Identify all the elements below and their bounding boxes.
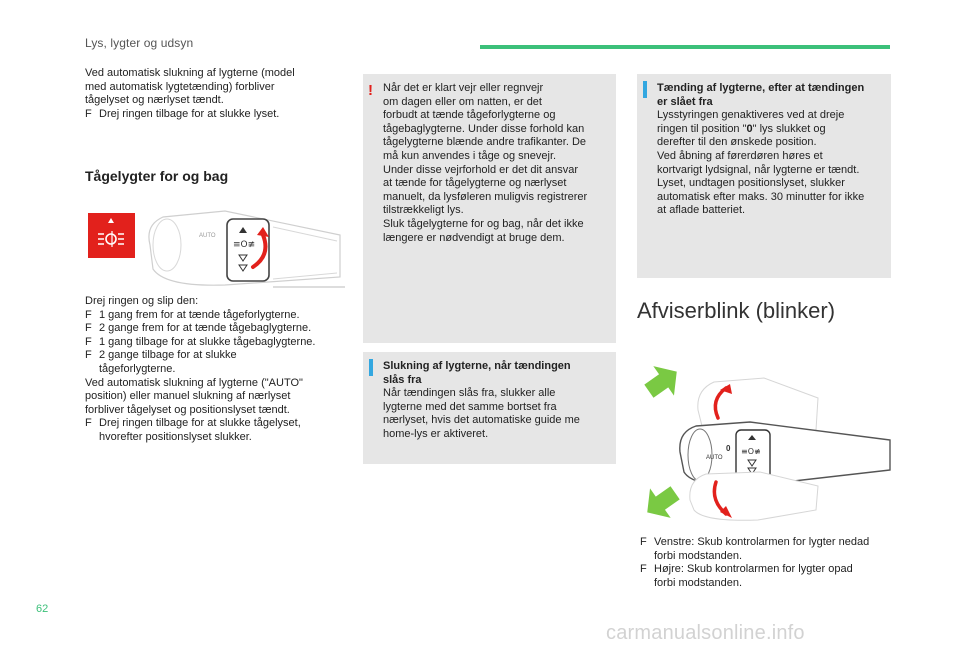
- info-box-ignition-off: [363, 352, 616, 464]
- info-title: er slået fra: [657, 95, 713, 108]
- warning-line: tågelygterne blænde andre trafikanter. De: [383, 136, 587, 149]
- info-title: slås fra: [383, 373, 422, 386]
- warning-line: om dagen eller om natten, er det: [383, 95, 542, 108]
- last-bullet-continuation: [85, 431, 360, 445]
- indicator-auto-label: AUTO: [706, 455, 723, 461]
- bullet-mark: F: [640, 536, 647, 548]
- instructions-intro: Drej ringen og slip den:: [85, 295, 199, 307]
- info-line: automatisk efter maks. 30 minutter for ikke: [657, 190, 865, 203]
- svg-text:≡O≢: ≡O≢: [741, 447, 761, 456]
- info-line: Ved åbning af førerdøren høres et: [657, 149, 823, 162]
- info-line: kortvarigt lydsignal, når lygterne er tændt.: [657, 163, 860, 176]
- info-line: lygterne med det samme bortset fra: [383, 400, 557, 413]
- info-line: Lyset, undtagen positionslyset, slukker: [657, 177, 845, 190]
- header-accent-bar: [480, 45, 890, 49]
- warning-line: manuelt, da lysføleren muligvis registrerer: [383, 190, 588, 203]
- indicator-bullet-text: Venstre: Skub kontrolarmen for lygter nedad: [654, 536, 870, 548]
- last-bullet: [85, 417, 360, 431]
- instruction-bullet: [85, 322, 360, 336]
- info-title: Tænding af lygterne, efter at tændingen: [657, 82, 865, 94]
- warning-icon: !: [368, 82, 373, 99]
- instruction-bullet: [85, 309, 360, 323]
- last-bullet-text: hvorefter positionslyset slukker.: [99, 430, 252, 443]
- fog-instructions: [85, 295, 360, 445]
- indicator-bullet-continuation: [640, 550, 895, 564]
- info-line: at aflade batteriet.: [657, 204, 746, 217]
- instruction-bullet: [85, 336, 360, 350]
- info-box-lights-after-ignition: [637, 74, 891, 278]
- warning-line: Sluk tågelygterne for og bag, når det ikke: [383, 217, 584, 230]
- instruction-bullet: [85, 349, 360, 363]
- info-icon: [643, 81, 647, 98]
- intro-bullet-text: Drej ringen tilbage for at slukke lyset.: [99, 107, 280, 120]
- indicator-zero-label: 0: [726, 444, 731, 453]
- section-title: Lys, lygter og udsyn: [85, 36, 194, 50]
- bullet-mark: F: [85, 349, 92, 362]
- info-line: Når tændingen slås fra, slukker alle: [383, 387, 556, 400]
- bullet-mark: F: [85, 417, 92, 430]
- warning-line: tilstrækkeligt lys.: [383, 204, 464, 217]
- instruction-text: 2 gange frem for at tænde tågebaglygterne.: [99, 322, 312, 335]
- indicator-stalk-illustration: [640, 360, 892, 525]
- warning-line: Under disse vejrforhold er det dit ansvar: [383, 163, 579, 176]
- indicator-bullet-left: [640, 536, 895, 550]
- after-line: forbliver tågelyset og positionslyset tændt.: [85, 403, 290, 416]
- page-number: 62: [36, 603, 49, 615]
- indicator-bullet-text: Højre: Skub kontrolarmen for lygter opad: [654, 563, 853, 576]
- intro-text: [85, 67, 355, 121]
- instruction-text: tågeforlygterne.: [99, 362, 176, 375]
- info-line: home-lys er aktiveret.: [383, 427, 489, 440]
- svg-text:≡O≢: ≡O≢: [233, 240, 256, 250]
- intro-line: med automatisk lygtetænding) forbliver: [85, 80, 275, 93]
- last-bullet-text: Drej ringen tilbage for at slukke tågelyset,: [99, 417, 301, 430]
- warning-line: tågebaglygterne. Under disse forhold kan: [383, 122, 585, 135]
- position-text: " lys slukket og: [752, 122, 826, 135]
- info-line: Lysstyringen genaktiveres ved at dreje: [657, 109, 845, 122]
- intro-bullet: [85, 108, 355, 122]
- watermark: carmanualsonline.info: [606, 622, 805, 644]
- warning-line: forbudt at tænde tågeforlygterne og: [383, 109, 556, 122]
- bullet-mark: F: [85, 322, 92, 335]
- instruction-text: 1 gang tilbage for at slukke tågebaglygterne.: [99, 335, 316, 348]
- warning-line: at tænde for tågelygterne og nærlyset: [383, 177, 567, 190]
- bullet-mark: F: [85, 335, 92, 348]
- position-zero: 0: [746, 122, 753, 135]
- info-line: derefter til den ønskede position.: [657, 136, 817, 149]
- warning-box: [363, 74, 616, 343]
- bullet-mark: F: [640, 563, 647, 576]
- info-icon: [369, 359, 373, 376]
- info-line-position: [657, 123, 885, 137]
- info-line: nærlyset, hvis det automatiske guide me: [383, 414, 580, 427]
- fog-lights-heading: Tågelygter for og bag: [85, 168, 229, 184]
- indicator-bullet-continuation: [640, 577, 895, 591]
- warning-line: længere er nødvendigt at bruge dem.: [383, 231, 565, 244]
- indicators-heading: Afviserblink (blinker): [637, 298, 836, 323]
- warning-line: må kun anvendes i tåge og snevejr.: [383, 149, 557, 162]
- indicator-bullet-text: forbi modstanden.: [654, 549, 743, 562]
- indicator-bullet-right: [640, 563, 895, 577]
- after-line: position) eller manuel slukning af nærlyset: [85, 390, 291, 403]
- position-text: ringen til position ": [657, 122, 747, 135]
- indicator-instructions: [640, 536, 895, 590]
- bullet-mark: F: [85, 308, 92, 321]
- indicator-bullet-text: forbi modstanden.: [654, 576, 743, 589]
- stalk-auto-label: AUTO: [199, 233, 216, 239]
- instruction-text: 2 gange tilbage for at slukke: [99, 349, 237, 362]
- fog-light-icon: [88, 213, 135, 258]
- warning-line: Når det er klart vejr eller regnvejr: [383, 82, 544, 94]
- intro-line: tågelyset og nærlyset tændt.: [85, 94, 224, 107]
- bullet-mark: F: [85, 107, 92, 120]
- instruction-bullet-continuation: [85, 363, 360, 377]
- after-line: Ved automatisk slukning af lygterne ("AUTO": [85, 376, 303, 389]
- intro-line: Ved automatisk slukning af lygterne (model: [85, 67, 295, 79]
- instruction-text: 1 gang frem for at tænde tågeforlygterne.: [99, 308, 300, 321]
- fog-light-stalk-illustration: [145, 207, 345, 292]
- info-title: Slukning af lygterne, når tændingen: [383, 360, 571, 372]
